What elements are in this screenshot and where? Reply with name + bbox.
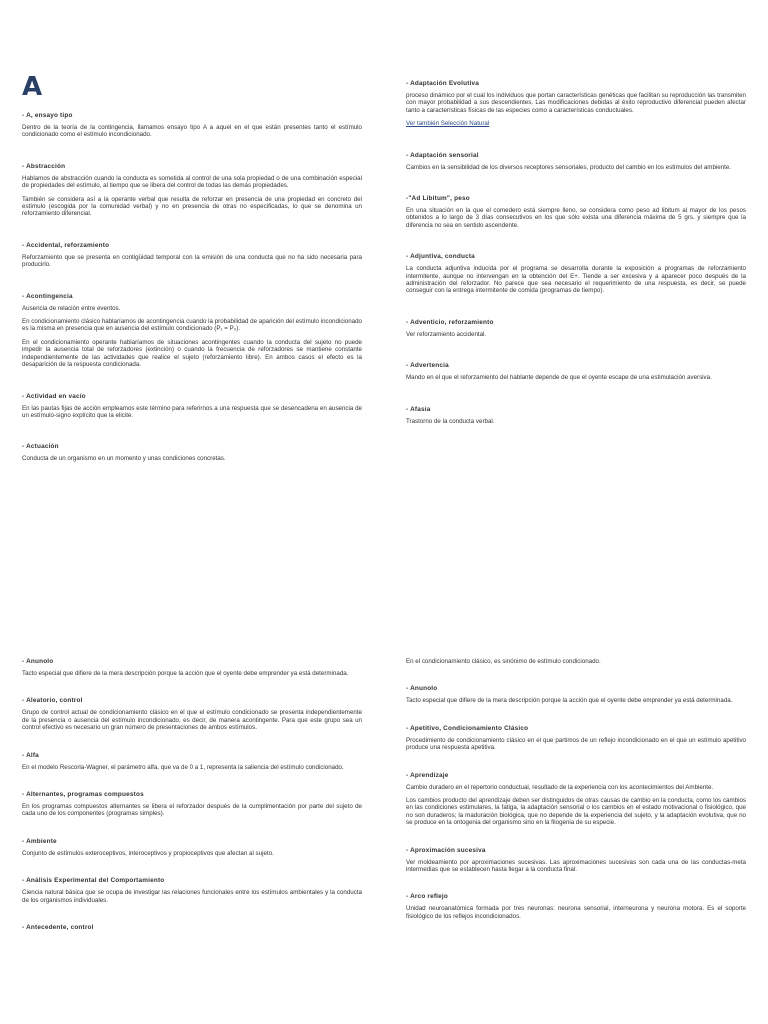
glossary-entry — [22, 697, 362, 731]
entry-term: - Alfa — [22, 751, 39, 759]
page-1-right-column — [406, 80, 746, 431]
entry-term: - Adaptación Evolutiva — [406, 80, 480, 87]
entry-definition: Los cambios producto del aprendizaje deben ser distinguidos de otras causas de cambio en la conducta, como los cambios en las condiciones estimulares, la fatiga, la adaptación sensorial o los cambios en el estado motivacional o fisiológico, que no son duraderos; la maduración biológica, que no depende de la experiencia del sujeto, y la adaptación evolutiva, que no se produce en la ontogenia del organismo sino en la filogenia de su especie. — [406, 797, 746, 827]
entry-definition: Ver reforzamiento accidental. — [406, 330, 487, 338]
page-2-left-column — [22, 658, 362, 936]
glossary-entry — [406, 685, 746, 704]
glossary-entry — [22, 443, 362, 462]
glossary-entry — [22, 293, 362, 369]
entry-term: - Anunolo — [406, 685, 438, 693]
entry-term: - Apetitivo, Condicionamiento Clásico — [406, 724, 529, 732]
entry-term: - Afasia — [406, 405, 431, 413]
entry-term: - Arco reflejo — [406, 893, 448, 901]
entry-definition: Tacto especial que difiere de la mera descripción porque la acción que el oyente debe emprender ya está determinada. — [406, 697, 733, 705]
glossary-entry — [406, 253, 746, 295]
entry-definition: proceso dinámico por el cual los individuos que portan características genéticas que facilitan su reproducción las transmiten con mayor probabilidad a sus descendientes. Las modificaciones debidas al éxito reproductivo diferencial pueden afectar tanto a características físicas de las especies como a características conductuales. — [406, 92, 746, 114]
glossary-entry — [406, 152, 746, 171]
page-1-left-column — [22, 72, 362, 469]
entry-definition: En los programas compuestos alternantes se libera el reforzador después de la cumplimentación por parte del sujeto de cada uno de los componentes (programas simples). — [22, 803, 362, 818]
entry-term: - Actuación — [22, 443, 59, 451]
entry-term: - Acontingencia — [22, 292, 73, 300]
glossary-entry — [406, 847, 746, 874]
entry-definition: Ciencia natural básica que se ocupa de investigar las relaciones funcionales entre los estímulos ambientales y la conducta de los organismos individuales. — [22, 889, 362, 904]
section-letter: A — [22, 72, 43, 102]
entry-term: - Adjuntiva, conducta — [406, 253, 475, 261]
entry-term: - Advertencia — [406, 362, 449, 370]
entry-definition: Cambio duradero en el repertorio conductual, resultado de la experiencia con los acontecimientos del Ambiente. — [406, 783, 714, 791]
entry-definition: Procedimiento de condicionamiento clásico en el que partimos de un reflejo incondicionado en el que un estímulo apetitivo produce una respuesta apetitiva. — [406, 736, 746, 752]
entry-term: - Análisis Experimental del Comportamiento — [22, 877, 165, 885]
entry-definition: Dentro de la teoría de la contingencia, llamamos ensayo tipo A a aquel en el que están presentes tanto el estímulo condicionado como el estímulo incondicionado. — [22, 124, 362, 139]
glossary-entry — [22, 752, 362, 771]
glossary-entry — [406, 893, 746, 920]
glossary-entry — [22, 393, 362, 420]
page-2-right-column — [406, 658, 746, 926]
entry-definition: En condicionamiento clásico hablaríamos de acontingencia cuando la probabilidad de aparición del estímulo incondicionado es la misma en presencia que en ausencia del estímulo condicionado (P₁ = P₀). — [22, 318, 362, 333]
entry-definition: Mando en el que el reforzamiento del hablante depende de que el oyente escape de una estimulación aversiva. — [406, 374, 712, 382]
entry-definition: Ausencia de relación entre eventos. — [22, 304, 121, 312]
glossary-entry — [406, 406, 746, 425]
entry-definition: Hablamos de abstracción cuando la conducta es sometida al control de una sola propiedad o de una combinación especial de propiedades del estímulo, al tiempo que se libera del control de todas las demás propiedades. — [22, 174, 362, 190]
glossary-entry — [22, 242, 362, 269]
entry-definition: Cambios en la sensibilidad de los diversos receptores sensoriales, producto del cambio en los estímulos del ambiente. — [406, 163, 732, 171]
glossary-entry — [406, 772, 746, 827]
entry-term: - Actividad en vacío — [22, 392, 86, 400]
entry-term: - Aprendizaje — [406, 771, 449, 779]
glossary-entry — [22, 791, 362, 818]
glossary-entry — [406, 319, 746, 338]
entry-definition: Grupo de control actual de condicionamiento clásico en el que el estímulo condicionado se presenta independientemente de la presencia o ausencia del estímulo incondicionado, es decir, de manera acontingente. Para que este grupo sea un control efectivo es necesario un gran número de presentaciones de ambos estímulos. — [22, 709, 362, 732]
entry-term: - Ambiente — [22, 837, 57, 845]
entry-term: - Adaptación sensorial — [406, 151, 479, 159]
entry-term: -"Ad Libitum", peso — [406, 195, 470, 203]
glossary-entry — [406, 658, 746, 665]
entry-definition: Unidad neuroanatómica formada por tres neuronas: neurona sensorial, interneurona y neurona motora. Es el soporte fisiológico de los reflejos incondicionados. — [406, 905, 746, 920]
entry-term: - Aleatorio, control — [22, 697, 83, 705]
entry-definition: En el modelo Rescorla-Wagner, el parámetro alfa, que va de 0 a 1, representa la saliencia del estímulo condicionado. — [22, 763, 344, 771]
entry-definition: Reforzamiento que se presenta en contigüidad temporal con la emisión de una conducta que no ha sido necesaria para producirlo. — [22, 253, 362, 269]
entry-term: - Accidental, reforzamiento — [22, 241, 110, 249]
see-also-link[interactable]: Ver también Selección Natural — [406, 120, 490, 128]
entry-definition: La conducta adjuntiva inducida por el programa se desarrolla durante la exposición a programas de reforzamiento intermitente, aunque no intervengan en la obtención del E+. Tiende a ser excesiva y a aparecer poco después de la administración del reforzador. No parece que sea necesario el requerimiento de una respuesta, es decir, se puede conseguir con la entrega intermitente de comida (programas de tiempo). — [406, 265, 746, 295]
entry-definition: En el condicionamiento clásico, es sinónimo de estímulo condicionado. — [406, 658, 601, 665]
glossary-entry — [22, 112, 362, 139]
glossary-entry — [406, 725, 746, 752]
glossary-entry — [406, 195, 746, 229]
entry-term: - Antecedente, control — [22, 924, 94, 932]
entry-term: - Alternantes, programas compuestos — [22, 791, 144, 799]
entry-definition: Conjunto de estímulos exteroceptivos, interoceptivos y propioceptivos que afectan al sujeto. — [22, 849, 274, 857]
entry-term: - Adventicio, reforzamiento — [406, 318, 494, 326]
entry-definition: También se considera así a la operante verbal que resulta de reforzar en presencia de una propiedad en concreto del estímulo (escogida por la comunidad verbal) y no en presencia de otras no especificadas, lo que se denomina un reforzamiento diferencial. — [22, 195, 362, 218]
entry-term: - A, ensayo tipo — [22, 112, 73, 119]
glossary-entry — [406, 80, 746, 128]
glossary-entry — [22, 877, 362, 904]
entry-term: - Aproximación sucesiva — [406, 846, 486, 854]
entry-definition: En el condicionamiento operante hablaríamos de situaciones acontingentes cuando la conducta del sujeto no puede impedir la ausencia total de reforzadores (extinción) o cuando la frecuencia de reforzadores se mantiene constante independientemente de las actividades que realice el sujeto (reforzamiento libre). En ambos casos el efecto es la desaparición de la respuesta condicionada. — [22, 338, 362, 369]
glossary-entry — [22, 924, 362, 931]
page-2 — [0, 640, 768, 1024]
entry-definition: En las pautas fijas de acción empleamos este término para referirnos a una respuesta que se desencadena en ausencia de un estímulo-signo explícito que la elicite. — [22, 404, 362, 419]
entry-definition: Tacto especial que difiere de la mera descripción porque la acción que el oyente debe emprender ya está determinada. — [22, 670, 349, 677]
glossary-entry — [22, 163, 362, 218]
glossary-entry — [22, 658, 362, 677]
entry-term: - Anunolo — [22, 658, 54, 665]
entry-definition: En una situación en la que el comedero está siempre lleno, se considera como peso ad libitum al mayor de los pesos obtenidos a lo largo de 3 días consecutivos en los que sólo exista una diferencia máxima de 5 grs. y siempre que la diferencia no sea en sentido ascendente. — [406, 207, 746, 229]
glossary-entry — [22, 838, 362, 857]
entry-definition: Conducta de un organismo en un momento y unas condiciones concretas. — [22, 455, 226, 463]
entry-term: - Abstracción — [22, 162, 66, 170]
entry-definition: Ver moldeamiento por aproximaciones sucesivas. Las aproximaciones sucesivas son cada una de las conductas-meta intermedias que se establecen hasta llegar a la conducta final. — [406, 858, 746, 874]
entry-definition: Trastorno de la conducta verbal. — [406, 417, 495, 425]
glossary-entry — [406, 362, 746, 381]
